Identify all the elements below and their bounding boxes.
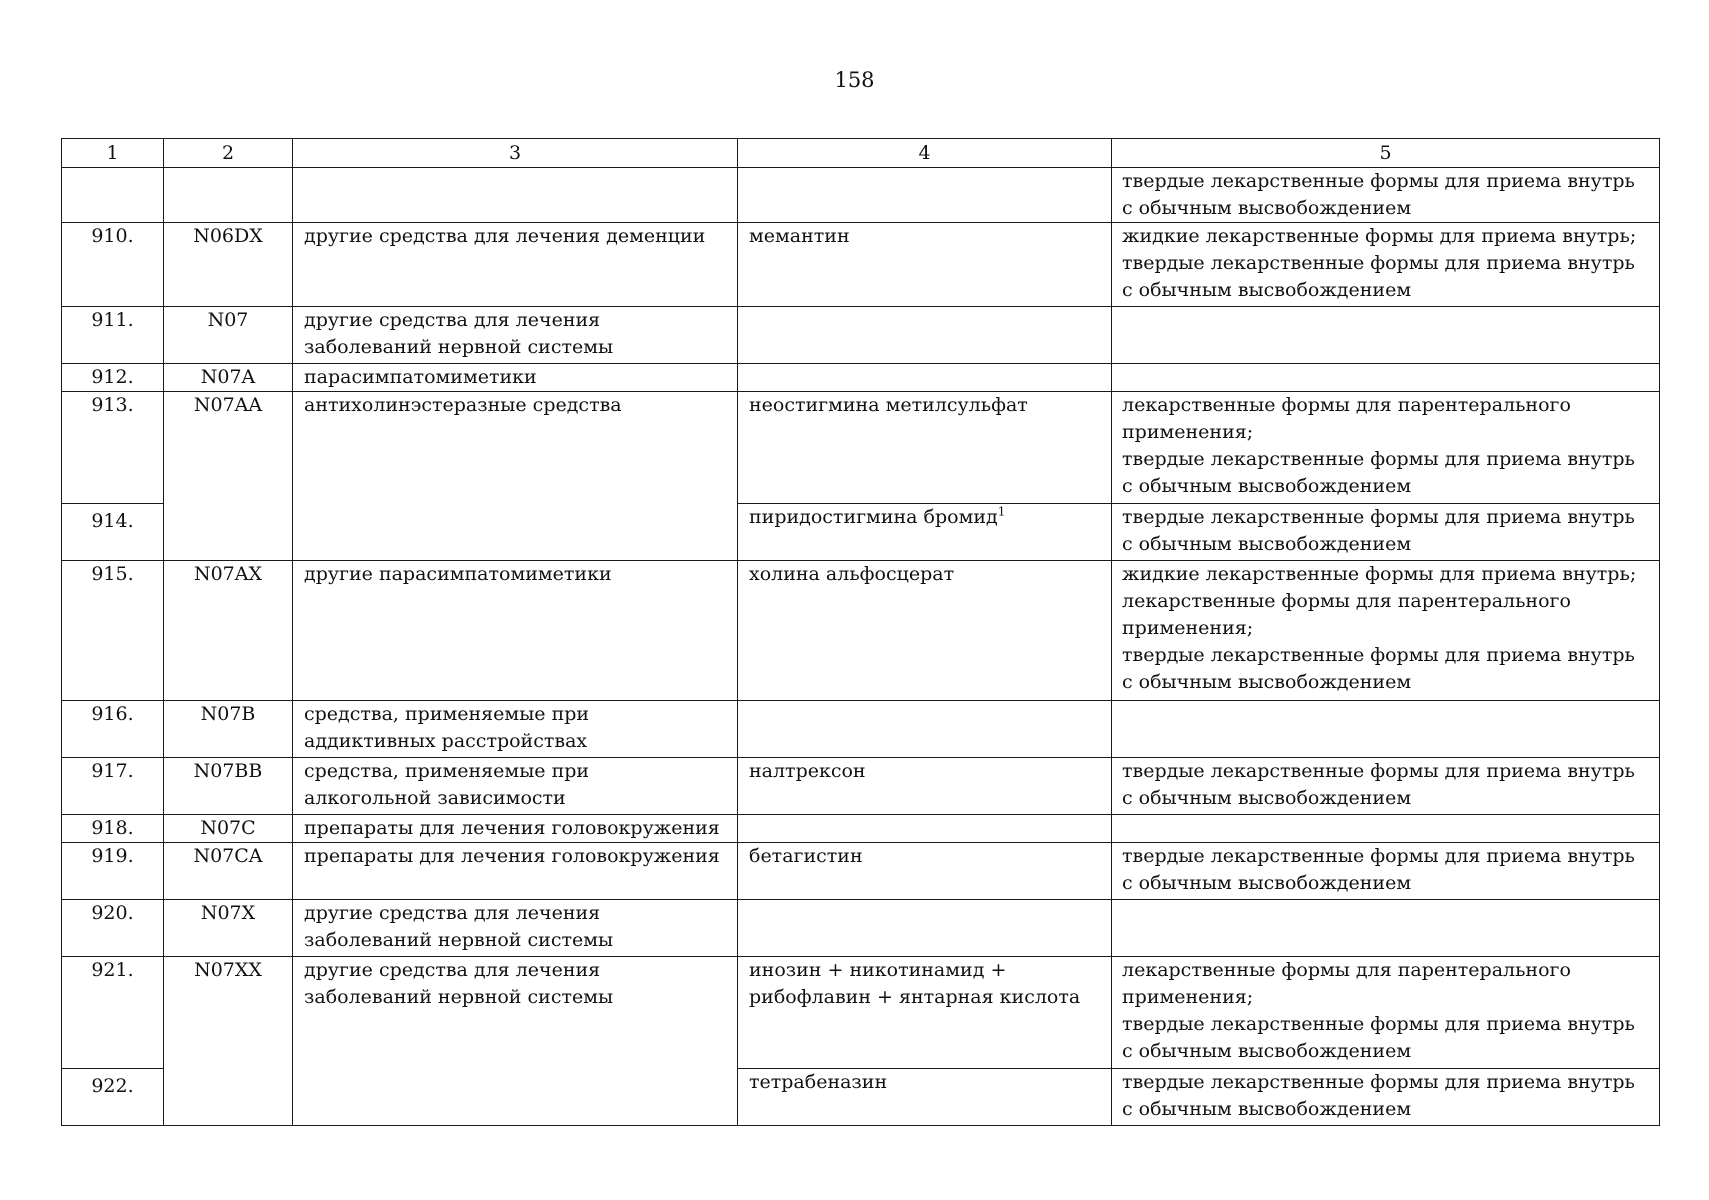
forms-cell: [1112, 504, 1660, 561]
group-cell: [293, 392, 738, 561]
atc-code-cell: N07XX: [164, 957, 293, 1126]
group-cell: [293, 561, 738, 701]
forms-line: твердые лекарственные формы для приема внутрь: [1122, 506, 1635, 528]
header-cell: 2: [164, 139, 293, 168]
forms-cell: [1112, 758, 1660, 815]
drug-cell: [738, 307, 1112, 364]
forms-line: твердые лекарственные формы для приема внутрь: [1122, 448, 1635, 470]
row-number-cell: 915.: [62, 561, 164, 701]
group-cell: [293, 223, 738, 307]
table-row: [62, 223, 1660, 307]
row-number-cell: 917.: [62, 758, 164, 815]
forms-line: твердые лекарственные формы для приема внутрь: [1122, 252, 1635, 274]
header-cell: 1: [62, 139, 164, 168]
drug-name: пиридостигмина бромид: [749, 506, 998, 528]
forms-cell: [1112, 223, 1660, 307]
forms-line: твердые лекарственные формы для приема внутрь: [1122, 1071, 1635, 1093]
forms-line: твердые лекарственные формы для приема внутрь: [1122, 845, 1635, 867]
forms-line: лекарственные формы для парентерального: [1122, 590, 1571, 612]
table-row: [62, 758, 1660, 815]
atc-code-cell: [164, 168, 293, 223]
forms-cell: [1112, 364, 1660, 392]
group-line: аддиктивных расстройствах: [304, 730, 588, 752]
row-number-cell: 921.: [62, 957, 164, 1069]
atc-code-cell: N07: [164, 307, 293, 364]
drug-cell: [738, 504, 1112, 561]
row-number-cell: 914.: [62, 504, 164, 561]
row-number-cell: 916.: [62, 701, 164, 758]
group-cell: [293, 957, 738, 1126]
group-line: другие средства для лечения: [304, 959, 601, 981]
table-row: [62, 392, 1660, 504]
forms-line: с обычным высвобождением: [1122, 197, 1412, 219]
table-row: [62, 957, 1660, 1069]
row-number-cell: 910.: [62, 223, 164, 307]
drug-line: холина альфосцерат: [749, 563, 955, 585]
drug-cell: [738, 392, 1112, 504]
footnote-marker: 1: [997, 504, 1006, 519]
row-number-cell: 919.: [62, 843, 164, 900]
drug-cell: [738, 168, 1112, 223]
forms-cell: [1112, 815, 1660, 843]
forms-line: твердые лекарственные формы для приема внутрь: [1122, 644, 1635, 666]
drug-cell: [738, 1069, 1112, 1126]
atc-code-cell: N07AX: [164, 561, 293, 701]
group-cell: [293, 843, 738, 900]
group-line: средства, применяемые при: [304, 703, 590, 725]
drug-line: инозин + никотинамид +: [749, 959, 1007, 981]
drug-line: [749, 504, 1103, 531]
forms-cell: [1112, 843, 1660, 900]
header-cell: 4: [738, 139, 1112, 168]
forms-line: с обычным высвобождением: [1122, 671, 1412, 693]
row-number-cell: [62, 168, 164, 223]
forms-cell: [1112, 561, 1660, 701]
group-line: антихолинэстеразные средства: [304, 394, 622, 416]
drug-cell: [738, 900, 1112, 957]
drug-line: неостигмина метилсульфат: [749, 394, 1028, 416]
forms-line: применения;: [1122, 421, 1254, 443]
forms-line: с обычным высвобождением: [1122, 475, 1412, 497]
table-row: [62, 168, 1660, 223]
group-line: другие средства для лечения: [304, 902, 601, 924]
row-number-cell: 920.: [62, 900, 164, 957]
atc-code-cell: N07C: [164, 815, 293, 843]
group-line: препараты для лечения головокружения: [304, 845, 720, 867]
drug-line: налтрексон: [749, 760, 866, 782]
forms-cell: [1112, 701, 1660, 758]
forms-line: жидкие лекарственные формы для приема внутрь;: [1122, 225, 1637, 247]
table-row: [62, 701, 1660, 758]
atc-code-cell: N06DX: [164, 223, 293, 307]
group-line: заболеваний нервной системы: [304, 986, 614, 1008]
atc-code-cell: N07CA: [164, 843, 293, 900]
row-number-cell: 912.: [62, 364, 164, 392]
header-cell: 3: [293, 139, 738, 168]
table-row: [62, 843, 1660, 900]
drug-cell: [738, 957, 1112, 1069]
drug-cell: [738, 364, 1112, 392]
header-cell: 5: [1112, 139, 1660, 168]
atc-code-cell: N07AA: [164, 392, 293, 561]
drug-line: бетагистин: [749, 845, 863, 867]
group-cell: [293, 168, 738, 223]
forms-line: с обычным высвобождением: [1122, 787, 1412, 809]
drug-line: тетрабеназин: [749, 1071, 888, 1093]
group-line: препараты для лечения головокружения: [304, 817, 720, 839]
forms-line: с обычным высвобождением: [1122, 1098, 1412, 1120]
table-row: [62, 815, 1660, 843]
drug-cell: [738, 701, 1112, 758]
forms-line: твердые лекарственные формы для приема внутрь: [1122, 760, 1635, 782]
forms-line: лекарственные формы для парентерального: [1122, 394, 1571, 416]
forms-line: с обычным высвобождением: [1122, 533, 1412, 555]
drug-list-table: [61, 138, 1660, 1126]
table-row: [62, 900, 1660, 957]
group-line: другие парасимпатомиметики: [304, 563, 612, 585]
row-number-cell: 918.: [62, 815, 164, 843]
atc-code-cell: N07BB: [164, 758, 293, 815]
forms-line: с обычным высвобождением: [1122, 1040, 1412, 1062]
atc-code-cell: N07X: [164, 900, 293, 957]
table-row: [62, 307, 1660, 364]
group-cell: [293, 900, 738, 957]
table-header-row: [62, 139, 1660, 168]
forms-line: твердые лекарственные формы для приема внутрь: [1122, 1013, 1635, 1035]
forms-line: с обычным высвобождением: [1122, 279, 1412, 301]
group-cell: [293, 701, 738, 758]
group-line: средства, применяемые при: [304, 760, 590, 782]
group-line: алкогольной зависимости: [304, 787, 566, 809]
table-row: [62, 561, 1660, 701]
group-cell: [293, 364, 738, 392]
forms-cell: [1112, 957, 1660, 1069]
group-line: заболеваний нервной системы: [304, 336, 614, 358]
forms-cell: [1112, 392, 1660, 504]
row-number-cell: 911.: [62, 307, 164, 364]
row-number-cell: 922.: [62, 1069, 164, 1126]
group-cell: [293, 815, 738, 843]
group-line: заболеваний нервной системы: [304, 929, 614, 951]
drug-line: рибофлавин + янтарная кислота: [749, 986, 1081, 1008]
drug-cell: [738, 223, 1112, 307]
drug-line: мемантин: [749, 225, 850, 247]
row-number-cell: 913.: [62, 392, 164, 504]
forms-line: твердые лекарственные формы для приема внутрь: [1122, 170, 1635, 192]
page-number: 158: [834, 68, 875, 92]
forms-line: жидкие лекарственные формы для приема внутрь;: [1122, 563, 1637, 585]
group-cell: [293, 307, 738, 364]
forms-line: применения;: [1122, 986, 1254, 1008]
drug-cell: [738, 843, 1112, 900]
atc-code-cell: N07A: [164, 364, 293, 392]
forms-line: с обычным высвобождением: [1122, 872, 1412, 894]
group-cell: [293, 758, 738, 815]
group-line: другие средства для лечения деменции: [304, 225, 706, 247]
drug-cell: [738, 815, 1112, 843]
forms-line: лекарственные формы для парентерального: [1122, 959, 1571, 981]
forms-cell: [1112, 307, 1660, 364]
atc-code-cell: N07B: [164, 701, 293, 758]
drug-cell: [738, 758, 1112, 815]
group-line: парасимпатомиметики: [304, 366, 537, 388]
table-row: [62, 364, 1660, 392]
group-line: другие средства для лечения: [304, 309, 601, 331]
forms-cell: [1112, 1069, 1660, 1126]
forms-cell: [1112, 168, 1660, 223]
forms-line: применения;: [1122, 617, 1254, 639]
drug-cell: [738, 561, 1112, 701]
forms-cell: [1112, 900, 1660, 957]
